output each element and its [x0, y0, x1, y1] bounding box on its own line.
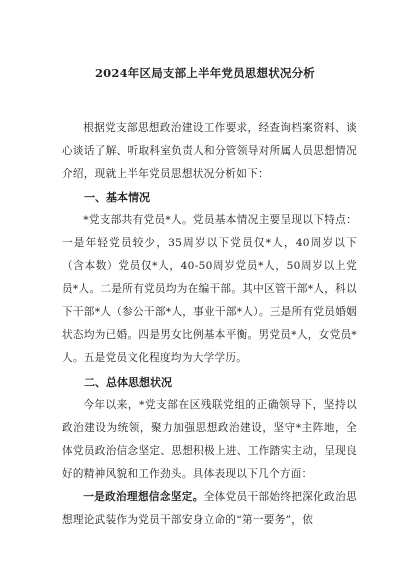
political-belief-lead: 一是政治理想信念坚定。 — [83, 491, 204, 503]
section-heading-basic-info: 一、基本情况 — [84, 191, 150, 204]
overall-thinking-paragraph: 今年以来，*党支部在区残联党组的正确领导下，坚持以政治建设为统领，聚力加强思想政治建设，坚守*主阵地，全体党员政治信念坚定、思想积极上进、工作踏实主动，呈现良好的精神风貌和工作劲头。具体表现以下几个方面： — [62, 399, 357, 480]
basic-info-paragraph: *党支部共有党员*人。党员基本情况主要呈现以下特点：一是年轻党员较少，35周岁以下党员仅*人，40周岁以下（含本数）党员仅*人，40-50周岁党员*人，50周岁以上党员*人。二是所有党员均为在编干部。其中区管干部*人，科以下干部*人（参公干部*人，事业干部*人）。三是所有党员婚姻状态均为已婚。四是男女比例基本平衡。男党员*人，女党员*人。五是党员文化程度均为大学学历。 — [62, 214, 357, 364]
intro-paragraph: 根据党支部思想政治建设工作要求，经查询档案资料、谈心谈话了解、听取科室负责人和分管领导对所属人员思想情况介绍，现就上半年党员思想状况分析如下： — [62, 122, 357, 180]
section-heading-overall-thinking: 二、总体思想状况 — [84, 376, 172, 389]
political-belief-paragraph — [62, 486, 357, 532]
political-belief-text: 全体党员干部始终把深化政治思想理论武装作为党员干部安身立命的“第一要务”，依 — [62, 491, 357, 526]
document-title: 2024年区局支部上半年党员思想状况分析 — [94, 66, 315, 80]
